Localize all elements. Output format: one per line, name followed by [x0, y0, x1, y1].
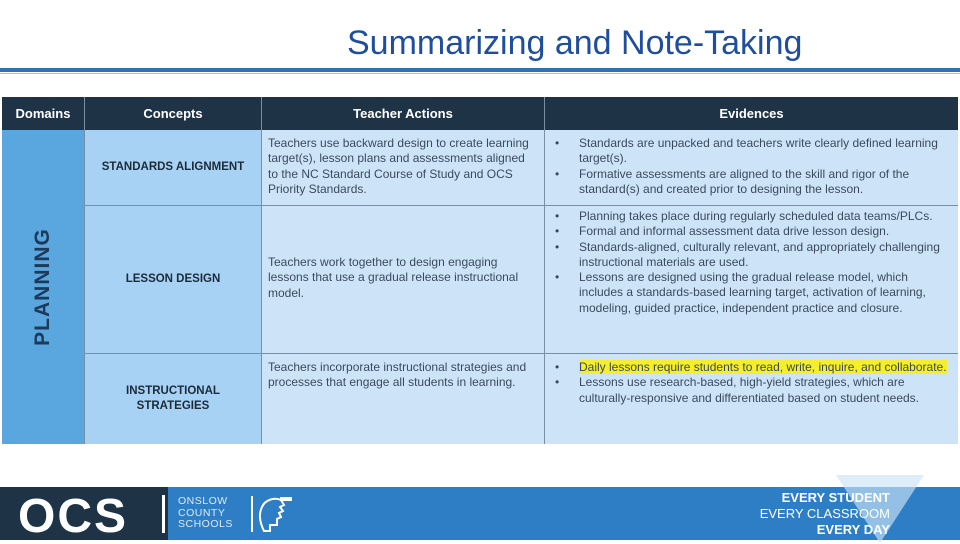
district-name: [178, 496, 233, 531]
concept-cell-lesson-design: LESSON DESIGN: [85, 206, 261, 353]
ocs-logo: [0, 487, 168, 543]
teacher-action-cell: Teachers work together to design engaging lessons that use a gradual release instructional model.: [262, 206, 544, 353]
evidence-item-highlighted: [545, 360, 950, 375]
header-concepts: Concepts: [85, 97, 261, 130]
header-evidences: Evidences: [545, 97, 958, 130]
head-silhouette-icon: [250, 493, 294, 535]
row-divider: [85, 205, 958, 206]
column-divider: [261, 97, 262, 444]
row-divider: [85, 353, 958, 354]
slide-title: Summarizing and Note-Taking: [347, 24, 803, 62]
evidence-item: • Standards-aligned, culturally relevant, and appropriately challenging instructional materials are used.: [545, 240, 950, 271]
slide-header: [0, 18, 960, 66]
evidence-cell: [545, 206, 958, 353]
domain-label: PLANNING: [31, 228, 54, 346]
teacher-action-cell: Teachers incorporate instructional strategies and processes that engage all students in learning.: [262, 354, 544, 444]
district-line: SCHOOLS: [178, 518, 233, 530]
district-line: ONSLOW: [178, 495, 228, 507]
tagline-line-2: EVERY CLASSROOM: [759, 506, 890, 521]
column-divider: [544, 97, 545, 444]
title-divider-thin: [0, 73, 960, 74]
footer-banner: [0, 487, 960, 543]
district-line: COUNTY: [178, 506, 226, 519]
domain-cell: [2, 130, 84, 444]
evidence-item: • Lessons are designed using the gradual release model, which includes a standards-based learning target, activation of learning, modeling, guided practice, independent practice and closure.: [545, 270, 950, 316]
evidence-cell: [545, 130, 958, 205]
planning-table: [2, 97, 958, 444]
column-divider: [84, 97, 85, 444]
concept-cell-instructional-strategies: INSTRUCTIONAL STRATEGIES: [85, 354, 261, 444]
logo-divider: [162, 495, 165, 533]
evidence-item: • Formal and informal assessment data drive lesson design.: [545, 224, 950, 239]
evidence-item: • Formative assessments are aligned to the skill and rigor of the standard(s) and created prior to designing the lesson.: [545, 167, 950, 198]
evidence-cell: [545, 354, 958, 444]
teacher-action-cell: Teachers use backward design to create learning target(s), lesson plans and assessments aligned to the NC Standard Course of Study and OCS Priority Standards.: [262, 130, 544, 205]
concept-cell-standards: STANDARDS ALIGNMENT: [85, 130, 261, 205]
evidence-item: • Standards are unpacked and teachers write clearly defined learning target(s).: [545, 136, 950, 167]
header-domains: Domains: [2, 97, 84, 130]
ocs-logo-text: OCS: [18, 490, 129, 543]
tagline-line-3: EVERY DAY: [816, 522, 890, 537]
title-divider: [0, 68, 960, 72]
highlighted-text: Daily lessons require students to read, write, inquire, and collaborate.: [579, 360, 947, 374]
tagline-line-1: EVERY STUDENT: [781, 490, 890, 505]
evidence-item: • Lessons use research-based, high-yield strategies, which are culturally-responsive and differentiated based on student needs.: [545, 375, 950, 406]
header-teacher-actions: Teacher Actions: [262, 97, 544, 130]
evidence-item: • Planning takes place during regularly scheduled data teams/PLCs.: [545, 209, 950, 224]
